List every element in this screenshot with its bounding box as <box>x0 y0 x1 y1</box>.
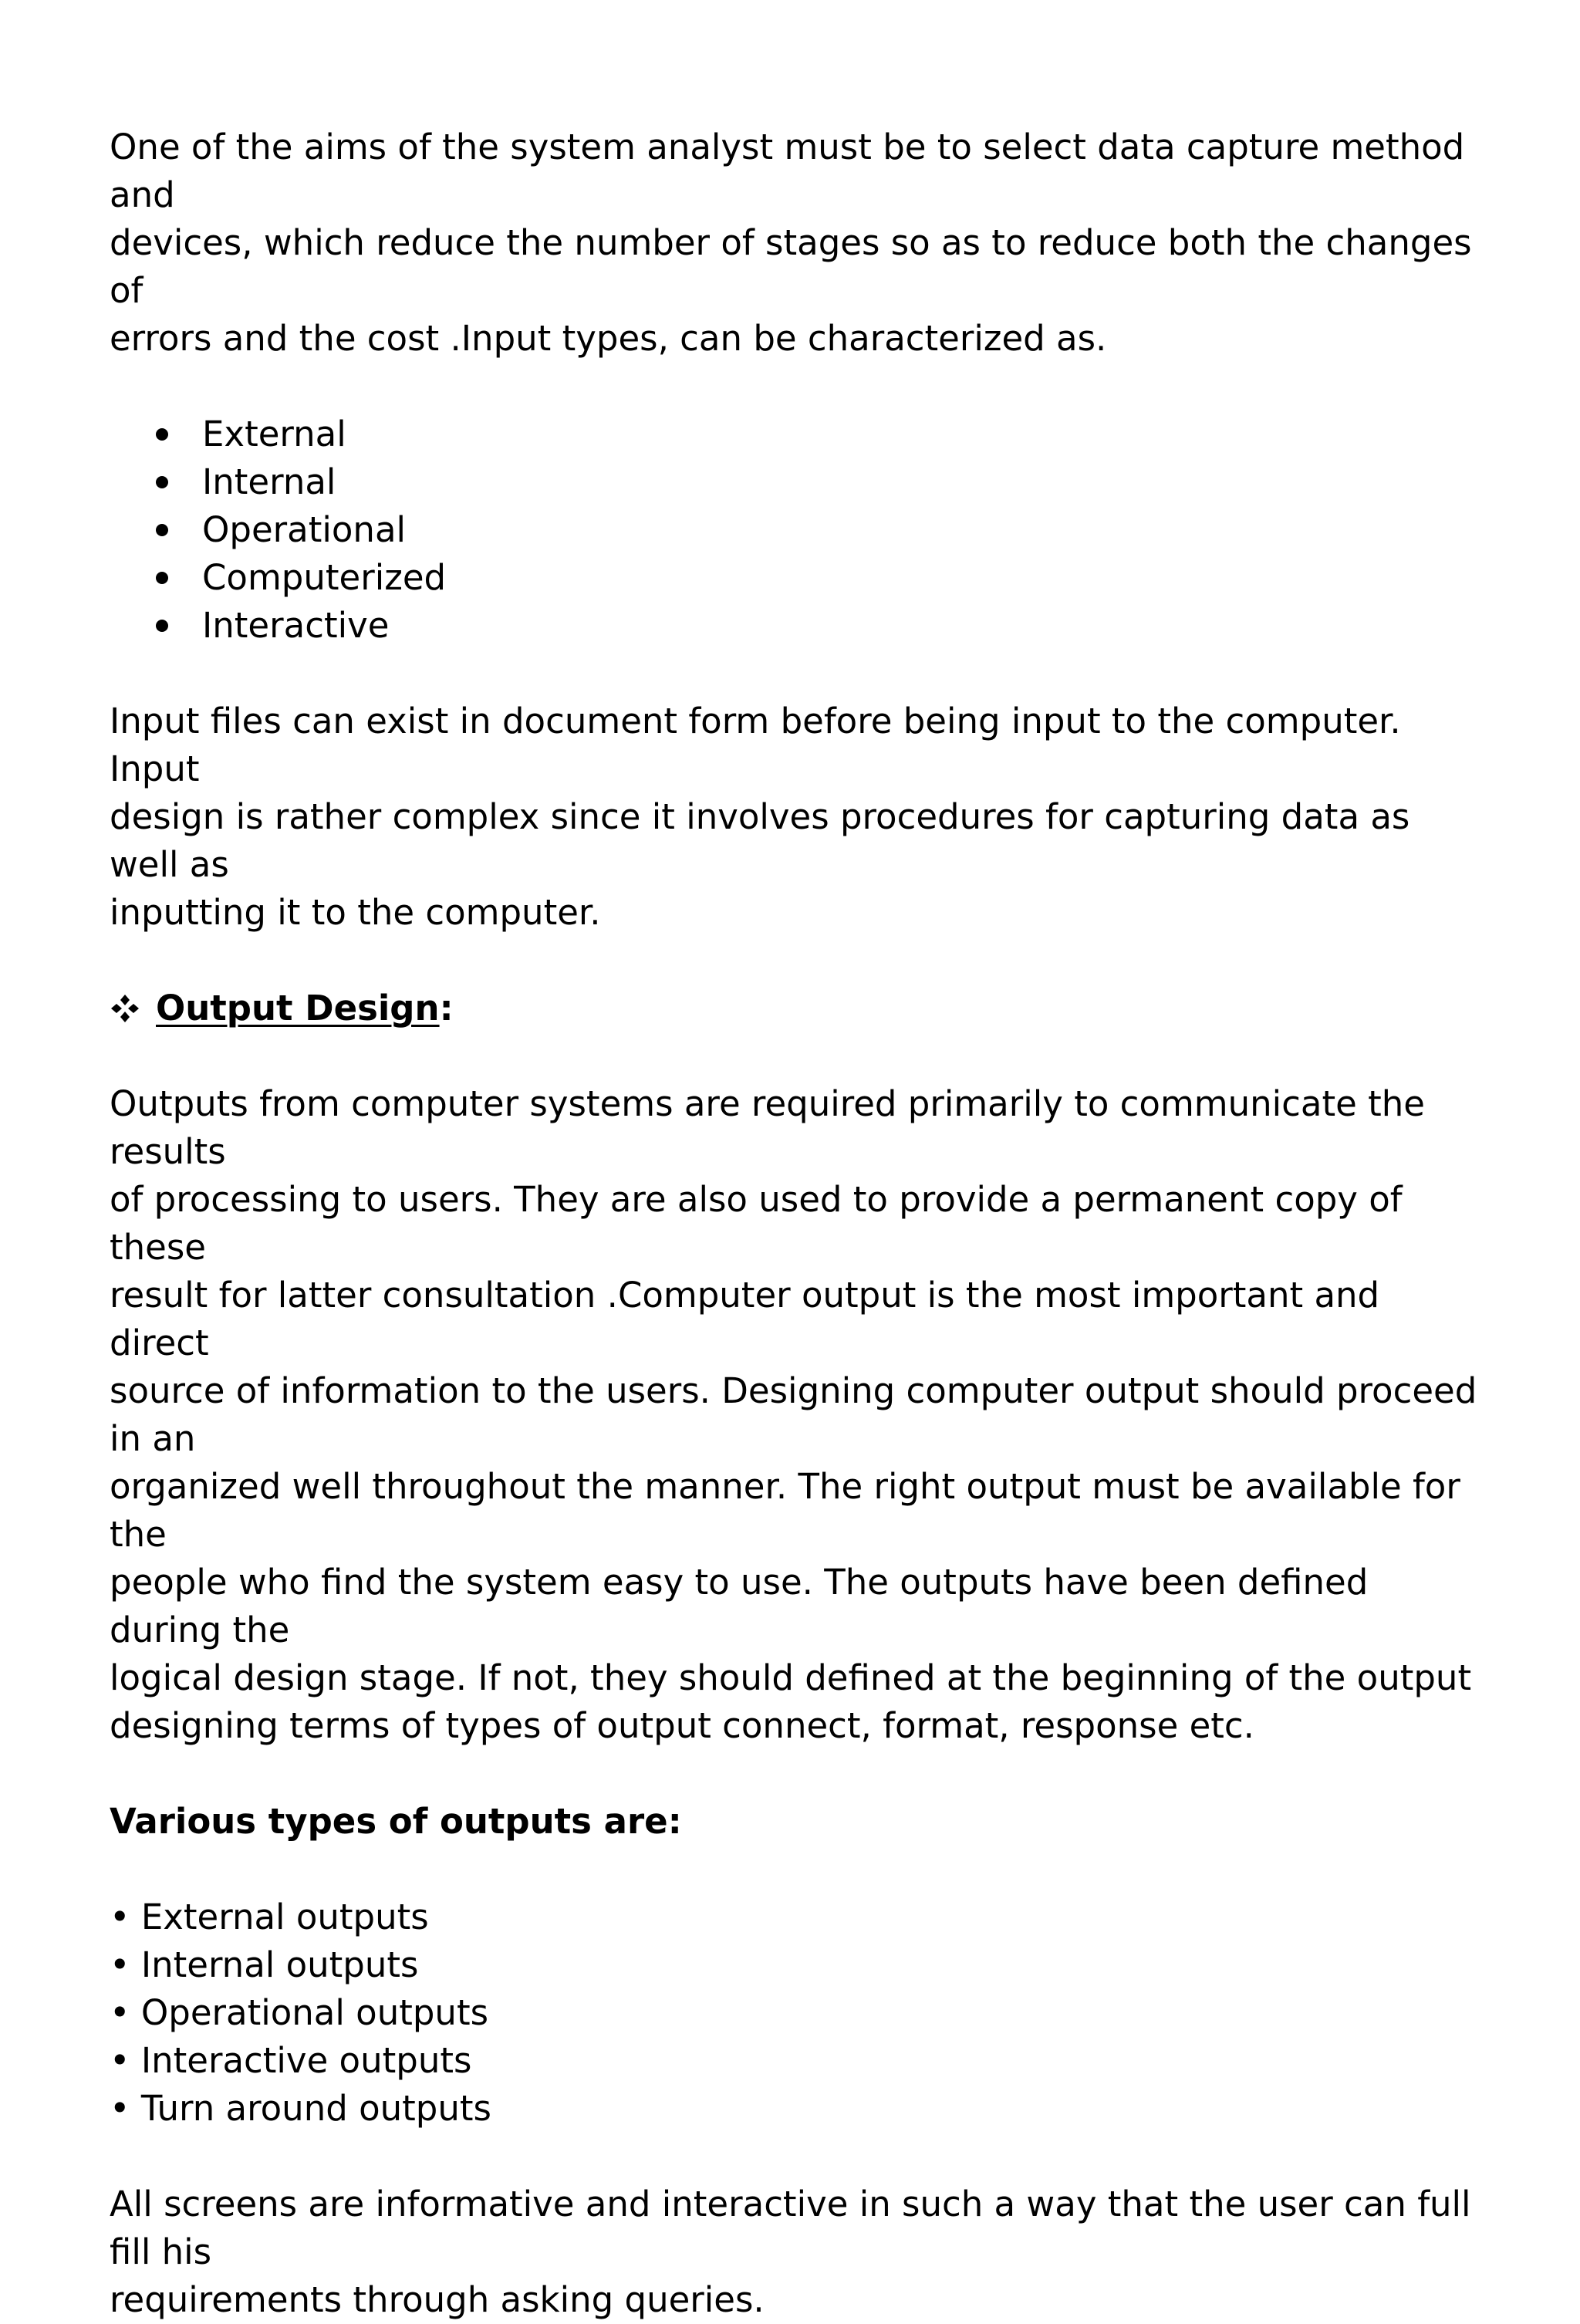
list-item <box>110 506 1487 554</box>
list-item: • Internal outputs <box>110 1944 419 1985</box>
intro-paragraph: One of the aims of the system analyst must be to select data capture method and devices, which reduce the number of stages so as to reduce both the changes of errors and the cost .Input types, can be characterized as. <box>110 127 1472 359</box>
list-item-label: Computerized <box>202 557 447 598</box>
list-item <box>110 410 1487 458</box>
list-item: • External outputs <box>110 1897 429 1937</box>
list-item-label: External <box>202 414 346 454</box>
bullet-icon <box>156 524 168 536</box>
list-item: • Interactive outputs <box>110 2040 472 2081</box>
input-files-paragraph: Input files can exist in document form before being input to the computer. Input design is rather complex since it involves procedures for capturing data as well as inputting it to the computer. <box>110 701 1410 933</box>
bullet-icon <box>156 572 168 584</box>
list-item: • Turn around outputs <box>110 2088 491 2129</box>
list-item <box>110 554 1487 602</box>
closing-paragraph: All screens are informative and interactive in such a way that the user can full fill his requirements through asking queries. <box>110 2184 1471 2320</box>
list-item <box>110 458 1487 506</box>
bullet-icon <box>156 428 168 441</box>
output-types-heading: Various types of outputs are: <box>110 1801 682 1842</box>
list-item-label: Interactive <box>202 605 390 646</box>
output-design-colon: : <box>439 988 454 1029</box>
bullet-icon <box>156 620 168 632</box>
list-item <box>110 602 1487 650</box>
four-diamond-bullet-icon <box>110 993 140 1024</box>
list-item-label: Operational <box>202 509 407 550</box>
list-item-label: Internal <box>202 461 336 502</box>
output-types-list <box>110 1893 1487 2133</box>
bullet-icon <box>156 476 168 488</box>
output-design-title: Output Design <box>156 988 440 1029</box>
list-item: • Operational outputs <box>110 1992 489 2033</box>
output-design-paragraph: Outputs from computer systems are required primarily to communicate the results of processing to users. They are also used to provide a permanent copy of these result for latter consultation .Computer output is the most important and direct source of information to the users. Designing computer output should proceed in an organized well throughout the manner. The right output must be available for the people who find the system easy to use. The outputs have been defined during the logical design stage. If not, they should defined at the beginning of the output designing terms of types of output connect, format, response etc. <box>110 1083 1477 1746</box>
input-types-list <box>110 410 1487 650</box>
output-design-heading <box>110 985 1487 1032</box>
